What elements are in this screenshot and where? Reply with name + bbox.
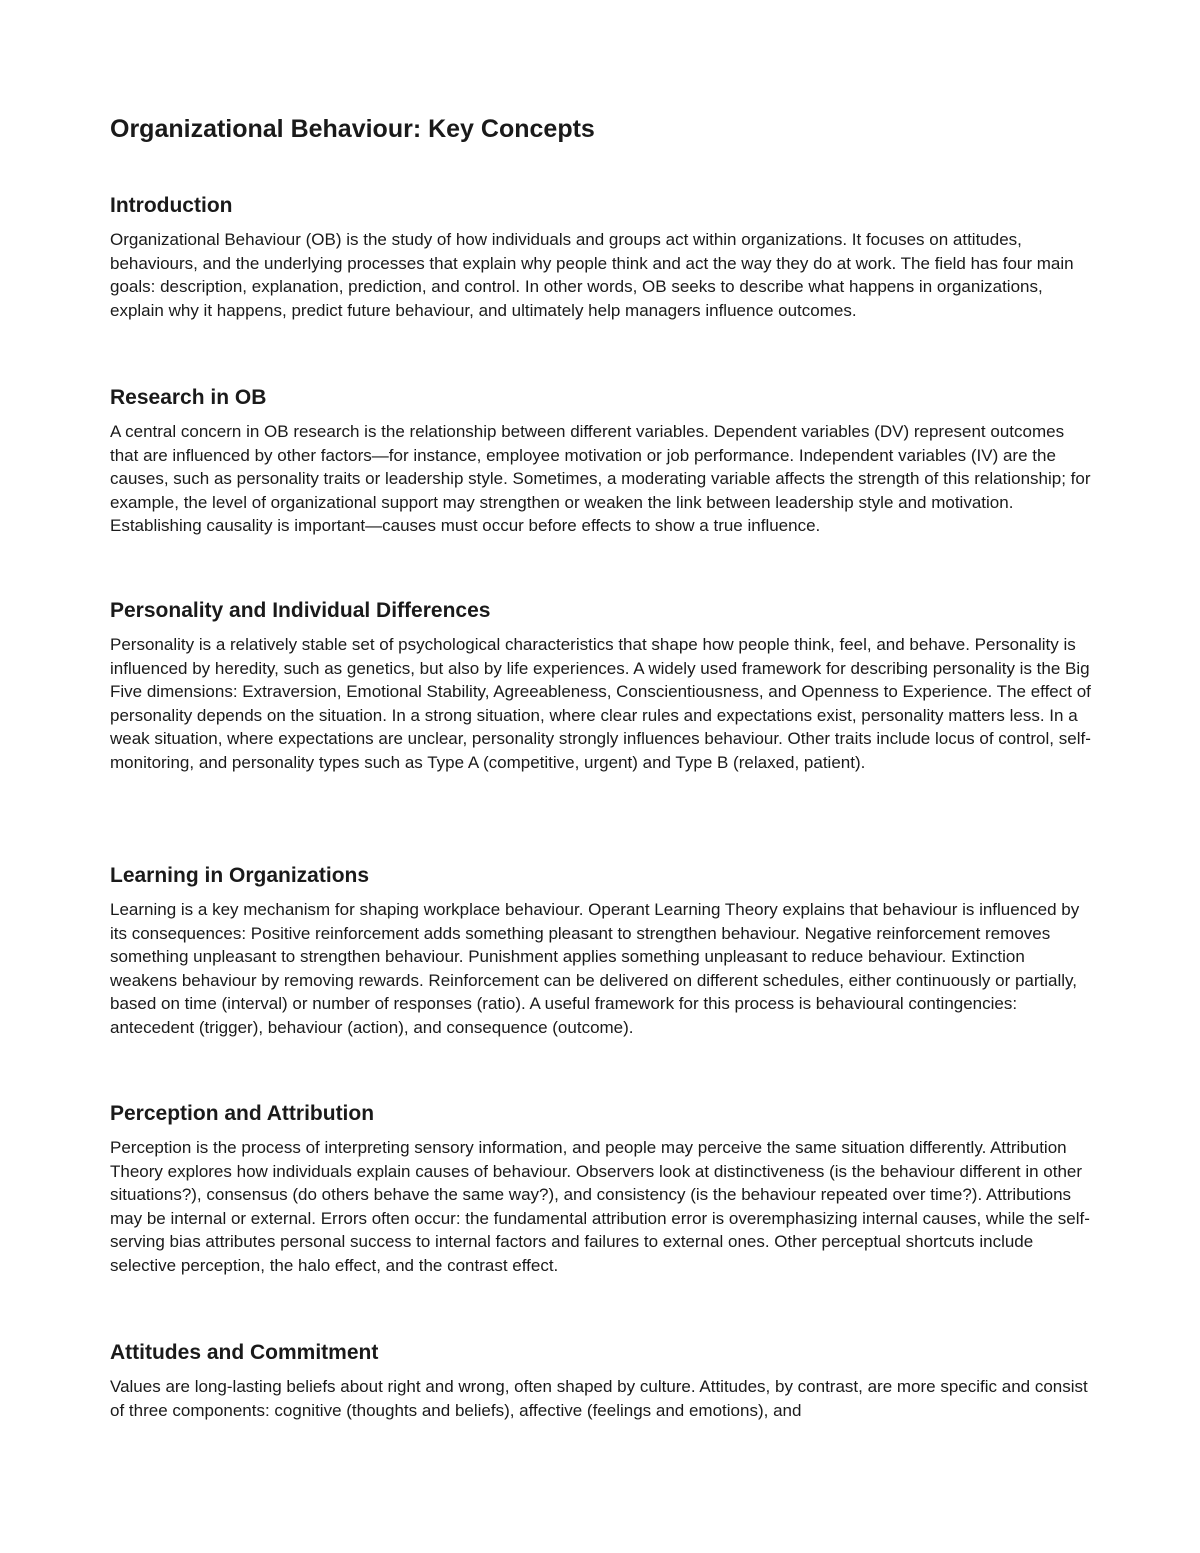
section-heading: Perception and Attribution <box>110 1102 375 1125</box>
section-attitudes <box>110 1339 1095 1422</box>
section-paragraph: A central concern in OB research is the relationship between different variables. Dependent variables (DV) represent outcomes that are influenced by other factors—for instance, employee motivation or job performance. Independent variables (IV) are the causes, such as personality traits or leadership style. Sometimes, a moderating variable affects the strength of this relationship; for example, the level of organizational support may strengthen or weaken the link between leadership style and motivation. Establishing causality is important—causes must occur before effects to show a true influence. <box>110 422 1091 536</box>
section-paragraph: Organizational Behaviour (OB) is the study of how individuals and groups act within organizations. It focuses on attitudes, behaviours, and the underlying processes that explain why people think and act the way they do at work. The field has four main goals: description, explanation, prediction, and control. In other words, OB seeks to describe what happens in organizations, explain why it happens, predict future behaviour, and ultimately help managers influence outcomes. <box>110 230 1074 320</box>
section-heading: Attitudes and Commitment <box>110 1341 379 1364</box>
section-heading: Research in OB <box>110 386 267 409</box>
section-introduction <box>110 192 1095 322</box>
section-personality <box>110 597 1095 775</box>
section-research-in-ob <box>110 384 1095 538</box>
section-perception <box>110 1100 1095 1278</box>
section-heading: Learning in Organizations <box>110 864 370 887</box>
section-heading: Personality and Individual Differences <box>110 599 491 622</box>
section-paragraph: Learning is a key mechanism for shaping workplace behaviour. Operant Learning Theory explains that behaviour is influenced by its consequences: Positive reinforcement adds something pleasant to strengthen behaviour. Negative reinforcement removes something unpleasant to strengthen behaviour. Punishment applies something unpleasant to reduce behaviour. Extinction weakens behaviour by removing rewards. Reinforcement can be delivered on different schedules, either continuously or partially, based on time (interval) or number of responses (ratio). A useful framework for this process is behavioural contingencies: antecedent (trigger), behaviour (action), and consequence (outcome). <box>110 900 1080 1037</box>
section-paragraph: Perception is the process of interpreting sensory information, and people may perceive the same situation differently. Attribution Theory explores how individuals explain causes of behaviour. Observers look at distinctiveness (is the behaviour different in other situations?), consensus (do others behave the same way?), and consistency (is the behaviour repeated over time?). Attributions may be internal or external. Errors often occur: the fundamental attribution error is overemphasizing internal causes, while the self-serving bias attributes personal success to internal factors and failures to external ones. Other perceptual shortcuts include selective perception, the halo effect, and the contrast effect. <box>110 1138 1090 1275</box>
section-learning <box>110 862 1095 1040</box>
document-title: Organizational Behaviour: Key Concepts <box>110 115 595 143</box>
section-paragraph: Personality is a relatively stable set of psychological characteristics that shape how people think, feel, and behave. Personality is influenced by heredity, such as genetics, but also by life experiences. A widely used framework for describing personality is the Big Five dimensions: Extraversion, Emotional Stability, Agreeableness, Conscientiousness, and Openness to Experience. The effect of personality depends on the situation. In a strong situation, where clear rules and expectations exist, personality matters less. In a weak situation, where expectations are unclear, personality strongly influences behaviour. Other traits include locus of control, self-monitoring, and personality types such as Type A (competitive, urgent) and Type B (relaxed, patient). <box>110 635 1091 772</box>
section-paragraph: Values are long-lasting beliefs about right and wrong, often shaped by culture. Attitudes, by contrast, are more specific and consist of three components: cognitive (thoughts and beliefs), affective (feelings and emotions), and <box>110 1377 1088 1420</box>
section-heading: Introduction <box>110 194 233 217</box>
